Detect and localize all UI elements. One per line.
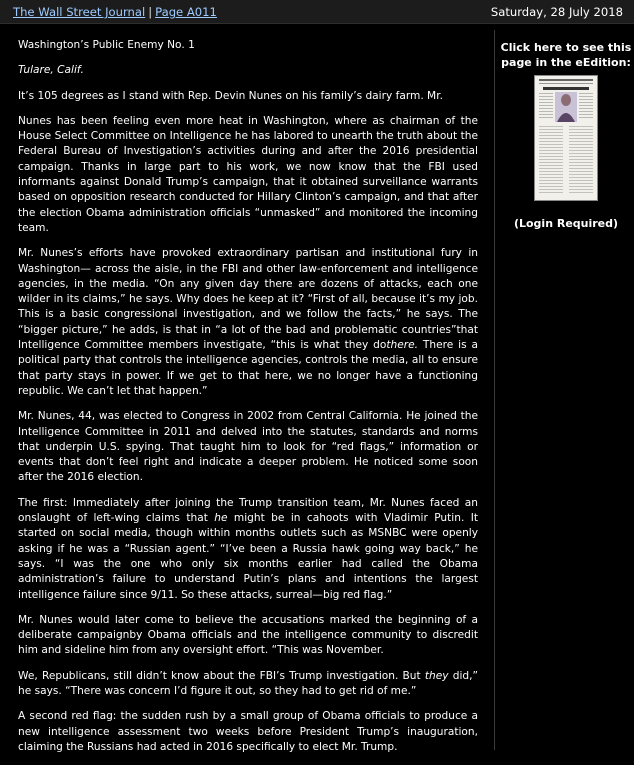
article-dateline: Tulare, Calif. — [18, 64, 84, 77]
page-link[interactable]: Page A011 — [155, 5, 217, 19]
emphasis-text: there. — [386, 339, 419, 352]
article-paragraph — [18, 496, 478, 603]
newspaper-page-thumbnail-icon[interactable] — [534, 75, 598, 201]
paragraph-text: We, Republicans, still didn’t know about the FBI’s Trump investigation. But — [18, 669, 425, 682]
newspaper-page-thumbnail-graphic — [535, 76, 597, 200]
paragraph-text: There is a political party that controls the intelligence agencies, controls the media, all to ensure that party stays in power. If we get to that here, we no longer have a functioning republic. We can’t let that happen.” — [18, 339, 479, 397]
top-bar — [0, 0, 634, 24]
article-paragraph: Mr. Nunes would later come to believe the accusations marked the beginning of a deliberate campaignby Obama officials and the intelligence community to discredit him and sideline him from any oversight effort. “This was November. — [18, 613, 478, 657]
publication-link[interactable]: The Wall Street Journal — [13, 5, 146, 19]
article-body — [18, 38, 478, 765]
paragraph-text: The first: Immediately after joining the Trump transition team, Mr. Nunes faced an onslaught of left-wing claims that — [18, 496, 478, 525]
article-paragraph — [18, 246, 478, 399]
breadcrumb-separator: | — [148, 5, 153, 19]
article-paragraph: Nunes has been feeling even more heat in Washington, where as chairman of the House Select Committee on Intelligence he has labored to unearth the truth about the Federal Bureau of Investigation’s activities during and after the 2016 presidential campaign. Thanks in large part to his work, we now know that the FBI used informants against Donald Trump’s campaign, that it obtained surveillance warrants based on opposition research conducted for Hillary Clinton’s campaign, and that after the election Obama administration officials “unmasked” and monitored the incoming team. — [18, 114, 478, 234]
eedition-link[interactable]: Click here to see this page in the eEdition: — [500, 41, 632, 69]
article-headline: Washington’s Public Enemy No. 1 — [18, 39, 195, 51]
publication-breadcrumb — [13, 0, 217, 24]
article-paragraph — [18, 669, 478, 700]
paragraph-text: Mr. Nunes’s efforts have provoked extraordinary partisan and institutional fury in Washington— across the aisle, in the FBI and other law-enforcement and intelligence agencies, in the media. “On any given day there are dozens of attacks, each one wilder in its claims,” he says. Why does he keep at it? “First of all, because it’s my job. This is a basic congressional investigation, and we follow the facts,” he says. The “bigger picture,” he adds, is that in “a lot of the bad and problematic countries”that Intelligence Committee members investigate, “this is what they do — [18, 247, 478, 352]
article-paragraph: Mr. Nunes, 44, was elected to Congress in 2002 from Central California. He joined the Intelligence Committee in 2011 and delved into the statutes, standards and norms that underpin U.S. spying. That taught him to look for “red flags,” information or events that don’t feel right and indicate a deeper problem. He noticed some soon after the 2016 election. — [18, 410, 478, 484]
paragraph-text: might be in cahoots with Vladimir Putin. It started on social media, though within months outlets such as MSNBC were openly asking if he was a “Russian agent.” “I’ve been a Russia hawk going way back,” he says. “I was the one who only six months earlier had called the Obama administration’s failure to understand Putin’s plans and intentions the largest intelligence failure since 9/11. So these attacks, surreal—big red flag.” — [18, 512, 478, 601]
emphasis-text: he — [214, 512, 228, 525]
paragraph-text: did,” he says. “There was concern I’d figure it out, so they had to get rid of me.” — [18, 669, 478, 697]
emphasis-text: they — [424, 669, 449, 682]
column-divider — [494, 30, 495, 750]
login-required-note: (Login Required) — [513, 217, 619, 230]
article-paragraph: A second red flag: the sudden rush by a small group of Obama officials to produce a new intelligence assessment two weeks before President Trump’s inauguration, claiming the Russians had acted in 2016 specifically to elect Mr. Trump. — [18, 710, 478, 753]
eedition-sidebar — [498, 40, 634, 230]
article-lead-paragraph: It’s 105 degrees as I stand with Rep. Devin Nunes on his family’s dairy farm. Mr. — [18, 89, 443, 102]
issue-date: Saturday, 28 July 2018 — [490, 5, 623, 19]
